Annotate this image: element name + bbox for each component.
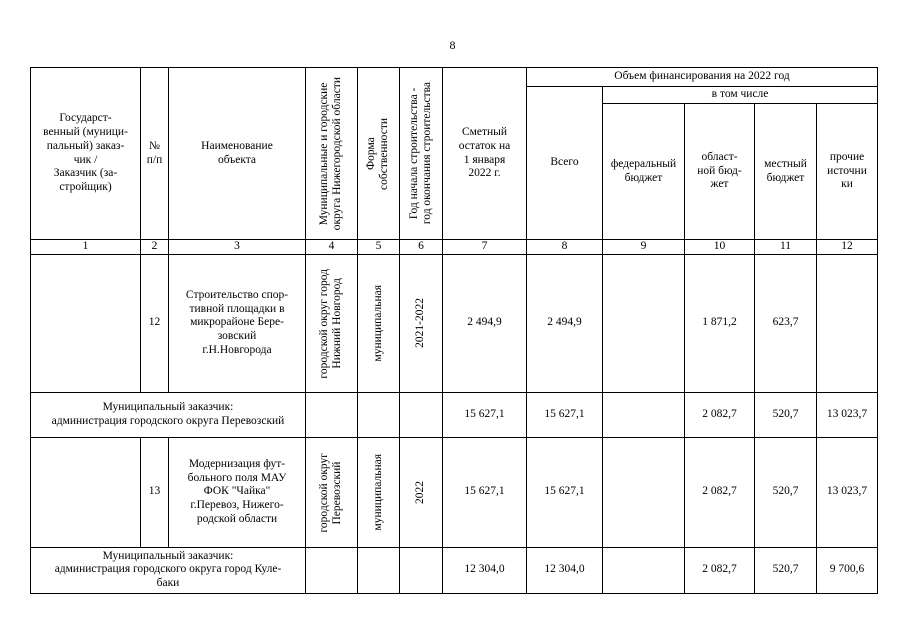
row-local: 520,7 [755, 437, 817, 547]
row-object-name: Модернизация фут- больного поля МАУ ФОК "Чайка" г.Перевоз, Нижего- родской области [169, 437, 306, 547]
header-including: в том числе [603, 87, 878, 104]
col-number: 4 [306, 240, 358, 255]
col-number: 10 [685, 240, 755, 255]
row-years: 2022 [400, 437, 443, 547]
row-local: 623,7 [755, 254, 817, 392]
row-ownership: муниципальная [358, 254, 400, 392]
header-financing: Объем финансирования на 2022 год [527, 68, 878, 87]
col-number: 8 [527, 240, 603, 255]
subtotal-local: 520,7 [755, 547, 817, 593]
header-local: местный бюджет [755, 104, 817, 240]
row-ownership: муниципальная [358, 437, 400, 547]
row-municipality: городской округ город Нижний Новгород [306, 254, 358, 392]
subtotal-years [400, 392, 443, 437]
header-total: Всего [527, 87, 603, 240]
header-ownership: Форма собственности [358, 68, 400, 240]
row-years: 2021-2022 [400, 254, 443, 392]
row-federal [603, 254, 685, 392]
column-numbers-row [31, 240, 878, 255]
subtotal-other: 13 023,7 [817, 392, 878, 437]
header-name: Наименование объекта [169, 68, 306, 240]
financing-table [30, 67, 878, 594]
header-num: № п/п [141, 68, 169, 240]
col-number: 3 [169, 240, 306, 255]
subtotal-row [31, 392, 878, 437]
subtotal-label: Муниципальный заказчик: администрация городского округа город Куле- баки [31, 547, 306, 593]
header-municipality: Муниципальные и городские округа Нижегородской области [306, 68, 358, 240]
row-total: 15 627,1 [527, 437, 603, 547]
col-number: 5 [358, 240, 400, 255]
subtotal-total: 15 627,1 [527, 392, 603, 437]
page-number: 8 [449, 38, 456, 52]
row-municipality: городской округ Перевозский [306, 437, 358, 547]
col-number: 1 [31, 240, 141, 255]
subtotal-ownership [358, 392, 400, 437]
row-remaining: 2 494,9 [443, 254, 527, 392]
row-regional: 1 871,2 [685, 254, 755, 392]
col-number: 6 [400, 240, 443, 255]
table-row [31, 437, 878, 547]
subtotal-federal [603, 547, 685, 593]
header-years: Год начала строительства - год окончания строительства [400, 68, 443, 240]
subtotal-ownership [358, 547, 400, 593]
subtotal-regional: 2 082,7 [685, 392, 755, 437]
row-federal [603, 437, 685, 547]
subtotal-total: 12 304,0 [527, 547, 603, 593]
subtotal-municipality [306, 547, 358, 593]
row-total: 2 494,9 [527, 254, 603, 392]
subtotal-federal [603, 392, 685, 437]
header-row-1 [31, 68, 878, 87]
subtotal-years [400, 547, 443, 593]
col-number: 11 [755, 240, 817, 255]
row-num: 13 [141, 437, 169, 547]
subtotal-label: Муниципальный заказчик: администрация городского округа Перевозский [31, 392, 306, 437]
subtotal-row [31, 547, 878, 593]
header-other: прочие источни ки [817, 104, 878, 240]
header-remaining: Сметный остаток на 1 января 2022 г. [443, 68, 527, 240]
subtotal-remaining: 15 627,1 [443, 392, 527, 437]
row-customer-cell [31, 437, 141, 547]
row-customer-cell [31, 254, 141, 392]
col-number: 9 [603, 240, 685, 255]
subtotal-regional: 2 082,7 [685, 547, 755, 593]
subtotal-other: 9 700,6 [817, 547, 878, 593]
subtotal-municipality [306, 392, 358, 437]
table-row [31, 254, 878, 392]
col-number: 12 [817, 240, 878, 255]
row-remaining: 15 627,1 [443, 437, 527, 547]
header-regional: област- ной бюд- жет [685, 104, 755, 240]
header-customer: Государст- венный (муници- пальный) заказ- чик / Заказчик (за- стройщик) [31, 68, 141, 240]
row-object-name: Строительство спор- тивной площадки в микрорайоне Бере- зовский г.Н.Новгорода [169, 254, 306, 392]
subtotal-local: 520,7 [755, 392, 817, 437]
col-number: 7 [443, 240, 527, 255]
row-other [817, 254, 878, 392]
col-number: 2 [141, 240, 169, 255]
row-num: 12 [141, 254, 169, 392]
header-federal: федеральный бюджет [603, 104, 685, 240]
row-other: 13 023,7 [817, 437, 878, 547]
row-regional: 2 082,7 [685, 437, 755, 547]
subtotal-remaining: 12 304,0 [443, 547, 527, 593]
